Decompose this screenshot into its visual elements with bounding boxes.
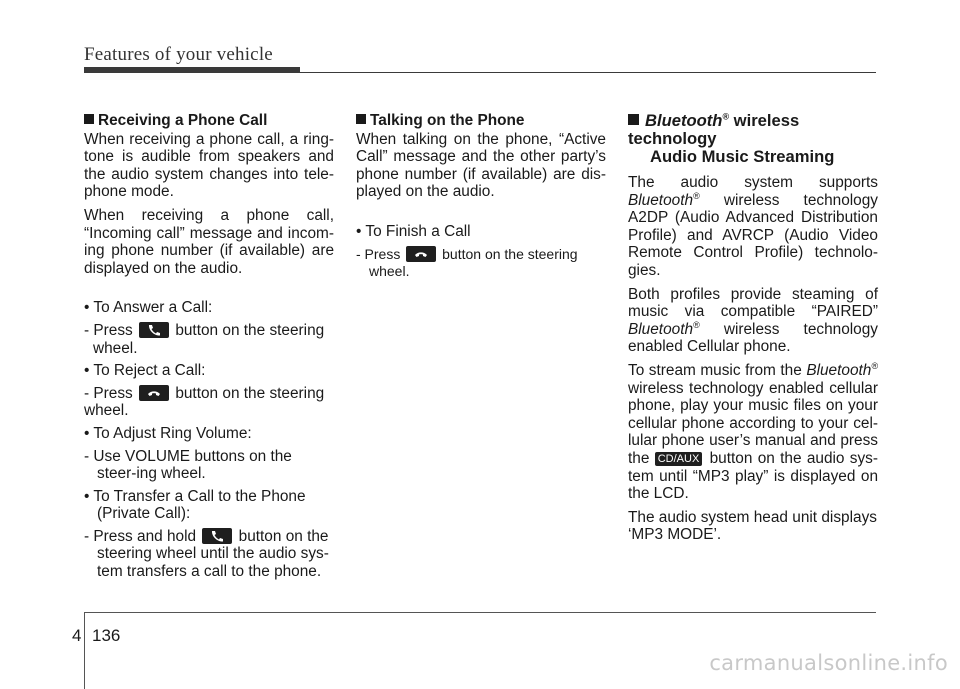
paragraph: When talking on the phone, “Active Call” message and the other party’s phone number (if available) are dis-played on the audio. bbox=[356, 130, 606, 201]
column-receiving-call bbox=[84, 112, 334, 586]
footer-vertical-rule bbox=[84, 612, 85, 689]
paragraph: When receiving a phone call, “Incoming call” message and incom-ing phone number (if available) are displayed on the audio. bbox=[84, 206, 334, 277]
instruction-finish: - Press button on the steering wheel. bbox=[356, 245, 578, 280]
paragraph: To stream music from the Bluetooth® wireless technology enabled cellular phone, play your music files on your cellular phone according to your cel-lular phone user’s manual and press the CD/AUX button on the audio sys-tem until “MP3 play” is displayed on the LCD. bbox=[628, 360, 879, 503]
section-heading-receiving: Receiving a Phone Call bbox=[84, 112, 334, 130]
bullet-finish-label: • To Finish a Call bbox=[356, 222, 471, 240]
call-answer-button-icon bbox=[202, 528, 232, 544]
chapter-number: 4 bbox=[72, 626, 82, 645]
cd-aux-button-icon: CD/AUX bbox=[655, 452, 703, 466]
page-number: 136 bbox=[92, 626, 121, 645]
paragraph: Both profiles provide steaming of music via compatible “PAIRED” Bluetooth® wireless technology enabled Cellular phone. bbox=[628, 285, 878, 356]
page-header-title: Features of your vehicle bbox=[84, 44, 273, 65]
footer-rule bbox=[84, 612, 876, 613]
header-rule bbox=[84, 72, 876, 73]
bullet-answer-label: • To Answer a Call: bbox=[84, 299, 213, 317]
section-heading-streaming: Bluetooth® wireless technology Audio Music Streaming bbox=[628, 111, 835, 166]
paragraph: The audio system head unit displays ‘MP3 MODE’. bbox=[628, 508, 877, 544]
instruction-transfer: - Press and hold button on the steering wheel until the audio sys-tem transfers a call to the phone. bbox=[84, 527, 329, 581]
call-end-button-icon bbox=[139, 385, 169, 401]
paragraph: The audio system supports Bluetooth® wireless technology A2DP (Audio Advanced Distribution Profile) and AVRCP (Audio Video Remote Control Profile) technolo-gies. bbox=[628, 174, 878, 279]
call-end-button-icon bbox=[406, 246, 436, 262]
instruction-volume: - Use VOLUME buttons on the steer-ing wheel. bbox=[84, 447, 292, 483]
square-bullet-icon bbox=[628, 114, 639, 125]
column-audio-streaming bbox=[628, 112, 878, 550]
watermark: carmanualsonline.info bbox=[709, 651, 948, 675]
instruction-answer: - Press button on the steering wheel. bbox=[84, 321, 325, 357]
call-answer-button-icon bbox=[139, 322, 169, 338]
square-bullet-icon bbox=[356, 114, 366, 124]
paragraph: When receiving a phone call, a ring-tone is audible from speakers and the audio system changes into tele-phone mode. bbox=[84, 130, 334, 201]
instruction-reject: - Press button on the steering wheel. bbox=[84, 384, 325, 420]
bullet-volume-label: • To Adjust Ring Volume: bbox=[84, 424, 252, 442]
bullet-transfer-label: • To Transfer a Call to the Phone (Private Call): bbox=[84, 487, 306, 523]
square-bullet-icon bbox=[84, 114, 94, 124]
bullet-reject-label: • To Reject a Call: bbox=[84, 362, 206, 380]
column-talking-phone bbox=[356, 112, 606, 286]
section-heading-talking: Talking on the Phone bbox=[356, 112, 606, 130]
